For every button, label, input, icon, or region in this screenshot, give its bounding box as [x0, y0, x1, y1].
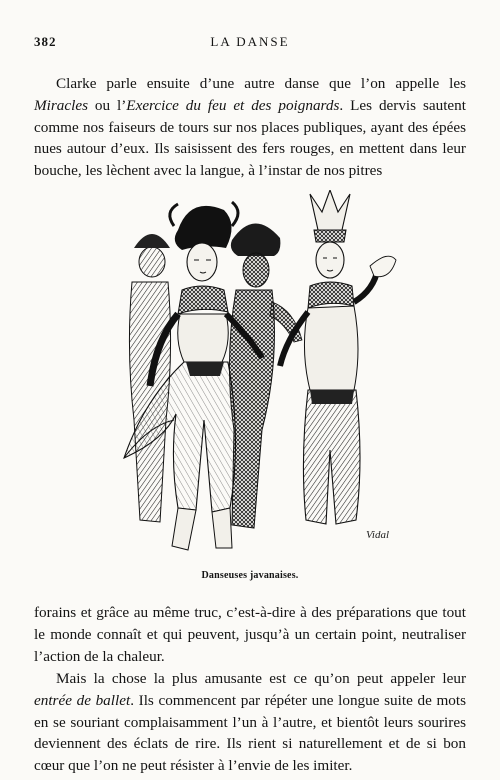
running-header — [34, 33, 466, 51]
text-run: . Les dervis sautent comme nos faiseurs de tours sur nos places publiques, ayant des épées nues autour d’eux. Ils saisissent des fers rouges, en mettent dans leur bouche, les lèchent avec la langue, à l’instar de nos pitres — [34, 96, 466, 180]
paragraph-entree-de-ballet — [34, 668, 466, 777]
background-dancer-right — [229, 223, 302, 528]
artist-signature: Vidal — [366, 529, 390, 541]
right-dancer — [280, 190, 396, 524]
page-number: 382 — [34, 34, 57, 49]
text-run: . Ils commencent par répéter une longue suite de mots en se souriant complaisamment l’un à l’autre, et bientôt leurs sourires deviennent des éclats de rire. Ils rient si naturellement et de si bon cœur que l’on ne peut résister à l’envie de les imiter. — [34, 691, 466, 775]
text-run: Clarke parle ensuite d’une autre danse que l’on appelle les — [56, 75, 466, 92]
paragraph-clarke — [34, 73, 466, 182]
italic-term-miracles: Miracles — [34, 96, 88, 114]
figure-caption: Danseuses javanaises. — [201, 570, 299, 581]
text-run: ou l’ — [88, 96, 127, 114]
italic-term-exercice: Exercice du feu et des poignards — [126, 96, 340, 114]
running-title: LA DANSE — [210, 34, 290, 49]
italic-term-entree: entrée de ballet — [34, 691, 131, 709]
text-run: Mais la chose la plus amusante est ce qu’on peut appeler leur — [56, 670, 466, 687]
engraving-javanese-dancers — [104, 190, 404, 562]
paragraph-continuation: forains et grâce au même truc, c’est-à-dire à des préparations que tout le monde connaît et qui peuvent, jusqu’à un certain point, neutraliser l’action de la chaleur. — [34, 604, 466, 665]
